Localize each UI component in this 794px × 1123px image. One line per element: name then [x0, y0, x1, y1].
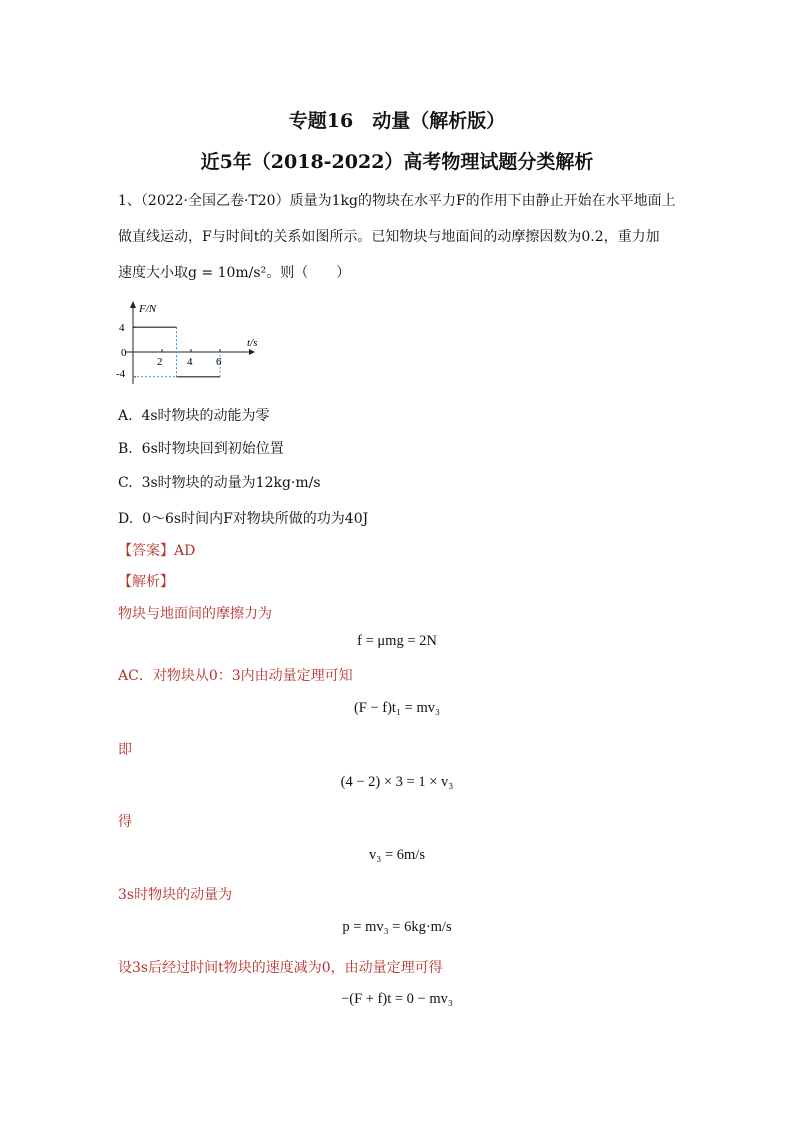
solution-text-1: 物块与地面间的摩擦力为: [118, 606, 272, 622]
page-title: 专题16 动量（解析版）: [288, 110, 506, 132]
solution-text-2: AC．对物块从0：3内由动量定理可知: [118, 668, 353, 684]
option-text: 4s时物块的动能为零: [141, 408, 270, 424]
question-line-2: 做直线运动，F与时间t的关系如图所示。已知物块与地面间的动摩擦因数为0.2，重力加: [118, 229, 660, 245]
equation-1: f = μmg = 2N: [357, 633, 437, 649]
equation-3: (4 − 2) × 3 = 1 × v₃: [340, 774, 454, 790]
y-tick-label-4: 4: [119, 322, 125, 334]
option-letter: C.: [118, 475, 133, 491]
y-axis-arrow: [130, 301, 136, 308]
force-time-graph: [115, 298, 275, 390]
y-tick-label-neg4: -4: [116, 368, 126, 380]
solution-text-3: 即: [118, 742, 132, 758]
equation-4: v₃ = 6m/s: [369, 847, 425, 863]
option-text: 0～6s时间内F对物块所做的功为40J: [142, 511, 369, 527]
answer-label: 【答案】AD: [118, 543, 196, 559]
solution-text-4: 得: [118, 814, 132, 830]
page-subtitle: 近5年（2018-2022）高考物理试题分类解析: [200, 151, 594, 173]
option-c: [118, 472, 321, 492]
y-tick-label-0: 0: [121, 347, 127, 359]
option-letter: B.: [118, 441, 133, 457]
option-b: [118, 438, 284, 458]
x-axis-arrow: [249, 349, 255, 355]
equation-2: (F − f)t₁ = mv₃: [353, 700, 441, 716]
x-tick-label-4: 4: [187, 356, 193, 368]
analysis-label: 【解析】: [118, 574, 174, 590]
x-tick-label-2: 2: [157, 356, 163, 368]
option-text: 6s时物块回到初始位置: [141, 441, 284, 457]
question-line-3: 速度大小取g = 10m/s²。则（ ）: [118, 265, 351, 281]
x-tick-label-6: 6: [216, 356, 222, 368]
option-text: 3s时物块的动量为12kg·m/s: [141, 475, 321, 491]
solution-text-5: 3s时物块的动量为: [118, 887, 233, 903]
x-axis-label: t/s: [247, 337, 258, 349]
equation-6: −(F + f)t = 0 − mv₃: [341, 991, 453, 1007]
option-d: [118, 508, 368, 528]
y-axis-label: F/N: [139, 303, 157, 315]
equation-5: p = mv₃ = 6kg·m/s: [342, 919, 452, 935]
question-line-1: 1、（2022·全国乙卷·T20）质量为1kg的物块在水平力F的作用下由静止开始在水平地面上: [118, 193, 676, 209]
option-letter: D.: [118, 511, 134, 527]
solution-text-6: 设3s后经过时间t物块的速度减为0，由动量定理可得: [118, 960, 443, 976]
option-a: [118, 405, 270, 425]
option-letter: A.: [118, 408, 133, 424]
